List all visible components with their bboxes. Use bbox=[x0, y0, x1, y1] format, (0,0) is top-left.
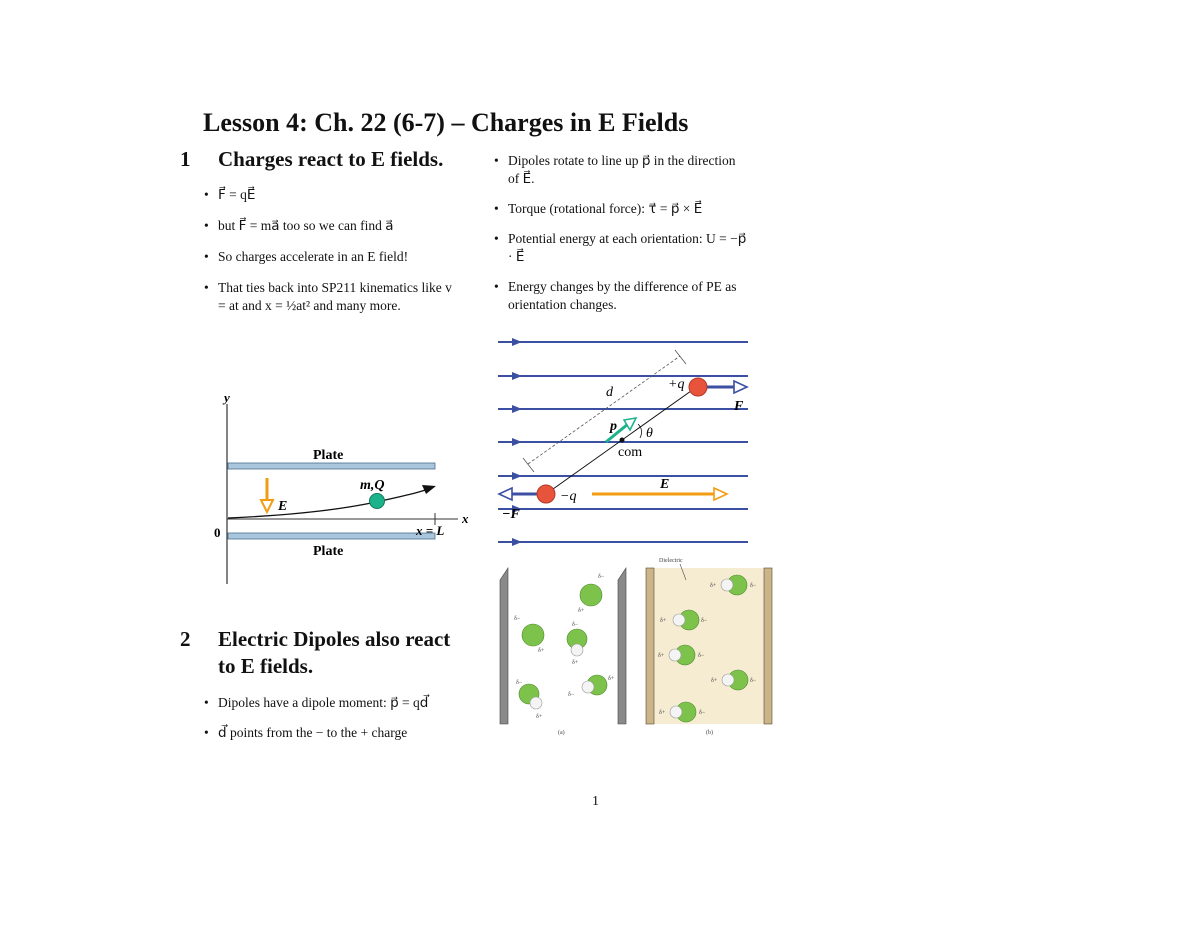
positive-charge-label: +q bbox=[668, 377, 685, 392]
plate-top-label: Plate bbox=[313, 448, 344, 463]
svg-text:δ+: δ+ bbox=[659, 710, 666, 716]
plate-top bbox=[228, 463, 435, 469]
svg-text:δ−: δ− bbox=[568, 692, 575, 698]
com-label: com bbox=[618, 445, 643, 460]
x-axis-label: x bbox=[462, 511, 469, 526]
svg-text:δ+: δ+ bbox=[660, 618, 667, 624]
y-axis-label: y bbox=[224, 390, 230, 405]
svg-text:δ−: δ− bbox=[750, 678, 757, 684]
plate-bottom-label: Plate bbox=[313, 544, 344, 559]
dielectric-label: Dielectric bbox=[659, 558, 683, 564]
particle bbox=[370, 494, 385, 509]
page-title: Lesson 4: Ch. 22 (6-7) – Charges in E Fields bbox=[203, 108, 689, 137]
bullet-accelerate: • So charges accelerate in an E field! bbox=[198, 248, 455, 266]
positive-charge bbox=[689, 378, 707, 396]
section-1-bullets bbox=[198, 186, 455, 315]
section-2-number: 2 bbox=[180, 627, 191, 651]
panel-b-left-plate bbox=[646, 568, 654, 724]
section-2 bbox=[180, 626, 455, 742]
section-2-title: Electric Dipoles also react to E fields. bbox=[218, 627, 451, 678]
section-2-heading bbox=[180, 626, 455, 680]
svg-text:δ+: δ+ bbox=[710, 583, 717, 589]
bullet-torque: • Torque (rotational force): τ⃗ = p⃗ × E⃗ bbox=[488, 200, 748, 218]
section-1-number: 1 bbox=[180, 147, 191, 171]
angle-label: θ bbox=[646, 426, 653, 441]
panel-a-label: (a) bbox=[558, 730, 565, 736]
dipole-field-figure bbox=[490, 330, 760, 552]
bullet-dipole-moment: • Dipoles have a dipole moment: p⃗ = qd⃗ bbox=[198, 694, 455, 712]
center-of-mass bbox=[620, 438, 625, 443]
panel-a-right-plate bbox=[618, 568, 626, 724]
field-arrow-head bbox=[261, 500, 273, 512]
force-minus-head bbox=[499, 488, 512, 500]
moment-label: p⃗ bbox=[610, 419, 628, 434]
bullet-potential-energy: • Potential energy at each orientation: U = −p⃗ · E⃗ bbox=[488, 230, 748, 266]
plate-bottom bbox=[228, 533, 435, 539]
svg-text:δ+: δ+ bbox=[658, 653, 665, 659]
particle-label: m,Q bbox=[360, 478, 385, 493]
svg-text:δ−: δ− bbox=[598, 574, 605, 580]
svg-text:δ+: δ+ bbox=[711, 678, 718, 684]
section-1-title: Charges react to E fields. bbox=[218, 147, 444, 171]
svg-text:δ+: δ+ bbox=[536, 714, 543, 720]
panel-a-left-plate bbox=[500, 568, 508, 724]
force-minus-label: −F⃗ bbox=[502, 507, 531, 522]
svg-text:δ+: δ+ bbox=[608, 676, 615, 682]
negative-charge bbox=[537, 485, 555, 503]
svg-text:δ−: δ− bbox=[698, 653, 705, 659]
page-number: 1 bbox=[592, 794, 599, 809]
svg-text:δ−: δ− bbox=[516, 680, 523, 686]
trajectory bbox=[228, 488, 428, 518]
dielectric-slab bbox=[646, 568, 766, 724]
bullet-force-qe: • F⃗ = qE⃗ bbox=[198, 186, 455, 204]
panel-b-right-plate bbox=[764, 568, 772, 724]
force-plus-head bbox=[734, 381, 747, 393]
svg-text:δ+: δ+ bbox=[578, 608, 585, 614]
svg-text:δ+: δ+ bbox=[572, 660, 579, 666]
panel-b-label: (b) bbox=[706, 730, 713, 736]
force-plus-label: F⃗ bbox=[734, 399, 755, 414]
panel-a-molecules bbox=[519, 584, 607, 709]
section-2-bullets bbox=[198, 694, 455, 742]
bullet-force-ma: • but F⃗ = ma⃗ too so we can find a⃗ bbox=[198, 217, 455, 235]
distance-tick-a bbox=[523, 458, 534, 472]
negative-charge-label: −q bbox=[560, 489, 577, 504]
svg-text:δ−: δ− bbox=[572, 622, 579, 628]
left-column bbox=[180, 146, 455, 315]
distance-label: d bbox=[606, 385, 613, 400]
svg-text:δ−: δ− bbox=[699, 710, 706, 716]
svg-text:δ+: δ+ bbox=[538, 648, 545, 654]
svg-text:δ−: δ− bbox=[701, 618, 708, 624]
plates-figure bbox=[200, 388, 480, 588]
origin-label: 0 bbox=[214, 525, 221, 540]
bullet-d-direction: • d⃗ points from the − to the + charge bbox=[198, 724, 455, 742]
distance-tick-b bbox=[675, 350, 686, 364]
field-vector-head bbox=[714, 488, 727, 500]
bullet-energy-changes: • Energy changes by the difference of PE as orientation changes. bbox=[488, 278, 748, 314]
x-end-label: x = L bbox=[416, 523, 445, 538]
field-vector-label: E⃗ bbox=[660, 477, 681, 492]
field-label: E⃗ bbox=[278, 499, 299, 514]
right-bullets bbox=[488, 152, 748, 314]
svg-text:δ−: δ− bbox=[750, 583, 757, 589]
right-column bbox=[488, 152, 748, 326]
section-1-heading bbox=[180, 146, 455, 173]
trajectory-arrowhead bbox=[422, 485, 436, 494]
svg-text:δ−: δ− bbox=[514, 616, 521, 622]
dielectric-figure bbox=[496, 554, 778, 738]
bullet-kinematics: • That ties back into SP211 kinematics like v = at and x = ½at² and many more. bbox=[198, 279, 455, 315]
bullet-dipoles-rotate: • Dipoles rotate to line up p⃗ in the direction of E⃗. bbox=[488, 152, 748, 188]
